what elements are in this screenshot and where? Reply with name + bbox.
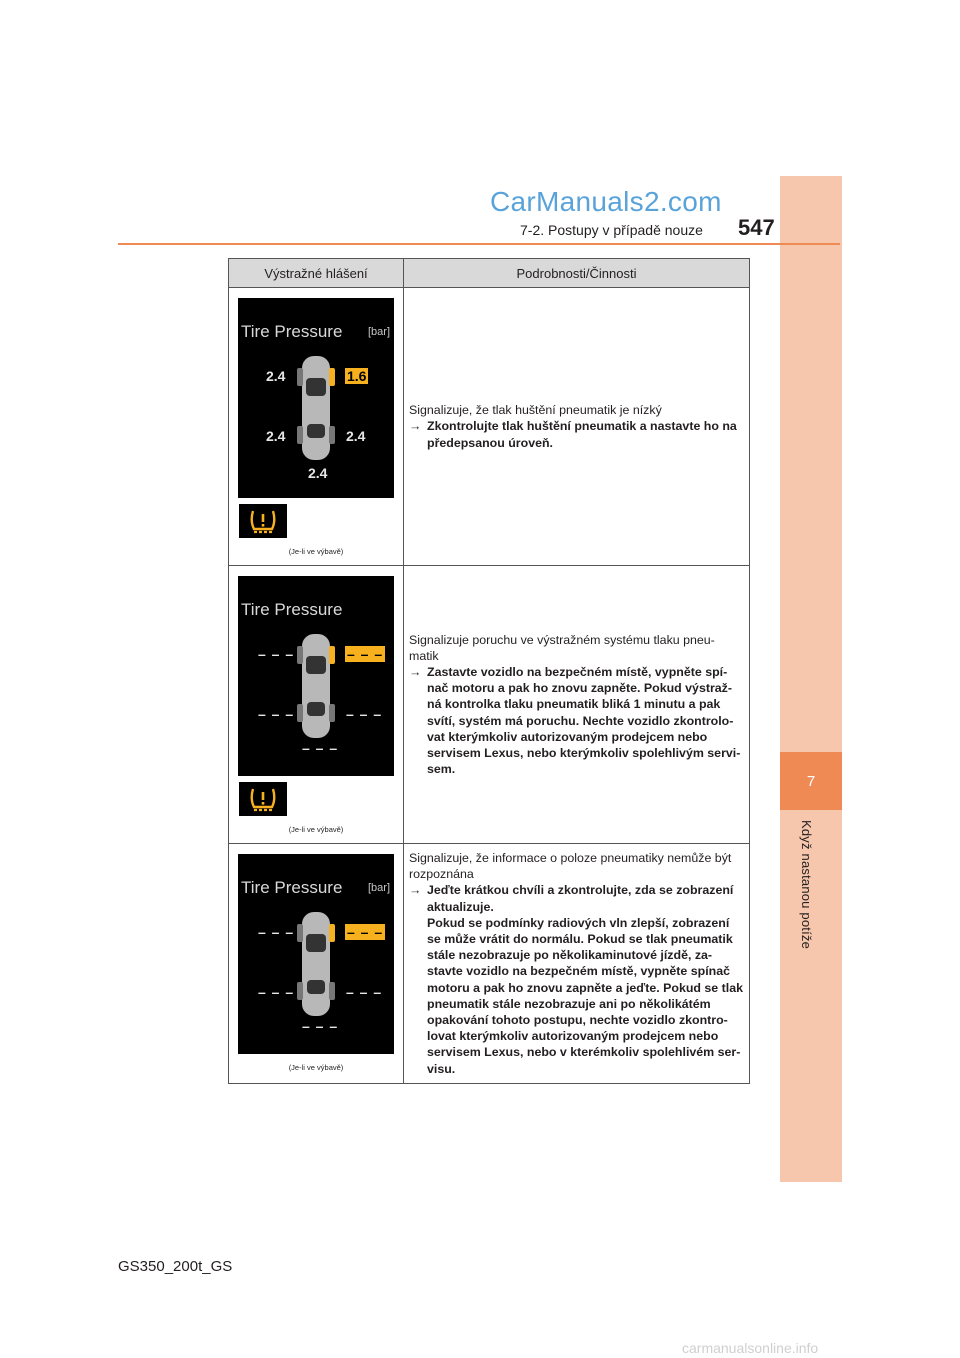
- equipment-note: (Je-li ve výbavě): [288, 1063, 344, 1073]
- details-cell: [404, 844, 750, 1084]
- display-unit: [bar]: [367, 882, 390, 895]
- spare-pressure: – – –: [302, 1018, 339, 1035]
- car-top-view-icon: [296, 632, 336, 740]
- header-rule: [118, 243, 840, 245]
- section-title: 7-2. Postupy v případě nouze: [520, 222, 703, 238]
- display-unit: [bar]: [367, 325, 390, 338]
- table-row: [229, 566, 750, 844]
- rear-right-pressure: – – –: [346, 705, 383, 722]
- col-header-message: Výstražné hlášení: [229, 259, 404, 288]
- description: Signalizuje, že informace o poloze pneumatiky nemůže být rozpoznána: [409, 851, 732, 882]
- front-right-pressure: 1.6: [347, 367, 367, 384]
- chapter-side-band: [780, 176, 842, 1182]
- spare-pressure: – – –: [302, 739, 339, 756]
- table-row: [229, 288, 750, 566]
- rear-left-pressure: – – –: [258, 984, 295, 1001]
- image-cell: [229, 288, 404, 566]
- details-cell: [404, 288, 750, 566]
- front-left-pressure: 2.4: [266, 367, 286, 384]
- details-cell: [404, 566, 750, 844]
- spare-pressure: 2.4: [308, 464, 328, 481]
- chapter-number-tab: 7: [780, 752, 842, 810]
- front-left-pressure: – – –: [258, 645, 295, 662]
- car-top-view-icon: [296, 354, 336, 462]
- rear-right-pressure: – – –: [346, 984, 383, 1001]
- equipment-note: (Je-li ve výbavě): [288, 546, 344, 556]
- tpms-warning-light: [239, 504, 287, 538]
- equipment-note: (Je-li ve výbavě): [288, 824, 344, 834]
- rear-left-pressure: – – –: [258, 705, 295, 722]
- rear-left-pressure: 2.4: [266, 427, 286, 444]
- arrow-icon: →: [409, 664, 422, 679]
- tpms-warning-light: [239, 782, 287, 816]
- image-cell: [229, 844, 404, 1084]
- front-right-pressure: – – –: [347, 924, 384, 941]
- arrow-icon: →: [409, 419, 422, 434]
- front-right-pressure: – – –: [347, 645, 384, 662]
- display-title: Tire Pressure: [241, 878, 343, 898]
- description: Signalizuje, že tlak huštění pneumatik je nízký: [409, 403, 662, 418]
- tire-pressure-display: [238, 854, 394, 1054]
- display-title: Tire Pressure: [241, 599, 343, 619]
- page-number: 547: [738, 215, 775, 240]
- car-top-view-icon: [296, 910, 336, 1018]
- action-text: Zkontrolujte tlak huštění pneumatik a nastavte ho na předepsanou úroveň.: [427, 419, 737, 450]
- arrow-icon: →: [409, 883, 422, 898]
- tire-pressure-display: [238, 576, 394, 776]
- image-cell: [229, 566, 404, 844]
- action-main: Jeďte krátkou chvíli a zkontrolujte, zda se zobrazení aktualizuje.: [427, 883, 734, 914]
- warning-table: [228, 258, 750, 1084]
- rear-right-pressure: 2.4: [346, 427, 366, 444]
- footer-watermark: carmanualsonline.info: [682, 1340, 819, 1356]
- header-watermark: CarManuals2.com: [490, 186, 722, 217]
- action-extra: Pokud se podmínky radiových vln zlepší, zobrazení se může vrátit do normálu. Pokud se tlak pneumatik stále nezobrazuje po několikaminutové jízdě, za- stavte vozidlo na bezpečném místě, vypněte spínač motoru a pak ho znovu zapněte a jeďte. Pokud se tlak pneumatik stále nezobrazuje ani po několikátém opakování tohoto postupu, nechte vozidlo zkontro- lovat kterýmkoliv autorizovaným prodejcem nebo servisem Lexus, nebo v kterémkoliv spolehlivém ser- visu.: [427, 915, 743, 1076]
- front-left-pressure: – – –: [258, 924, 295, 941]
- col-header-details: Podrobnosti/Činnosti: [404, 259, 750, 288]
- table-row: [229, 844, 750, 1084]
- table-header-row: [229, 259, 750, 288]
- tire-pressure-display: [238, 298, 394, 498]
- description: Signalizuje poruchu ve výstražném systému tlaku pneu- matik: [409, 632, 715, 663]
- tire-pressure-warning-icon: [248, 786, 278, 812]
- action-text: [427, 882, 743, 1076]
- footer-model: GS350_200t_GS: [118, 1258, 233, 1275]
- tire-pressure-warning-icon: [248, 508, 278, 534]
- action-text: Zastavte vozidlo na bezpečném místě, vypněte spí- nač motoru a pak ho znovu zapněte. Pokud výstraž- ná kontrolka tlaku pneumatik bliká 1 minutu a pak svítí, systém má poruchu. Nechte vozidlo zkontrolo- vat kterýmkoliv autorizovaným prodejcem nebo servisem Lexus, nebo kterýmkoliv spolehlivým servi- sem.: [427, 664, 741, 777]
- chapter-title-vertical: Když nastanou potíže: [799, 820, 814, 950]
- display-title: Tire Pressure: [241, 321, 343, 341]
